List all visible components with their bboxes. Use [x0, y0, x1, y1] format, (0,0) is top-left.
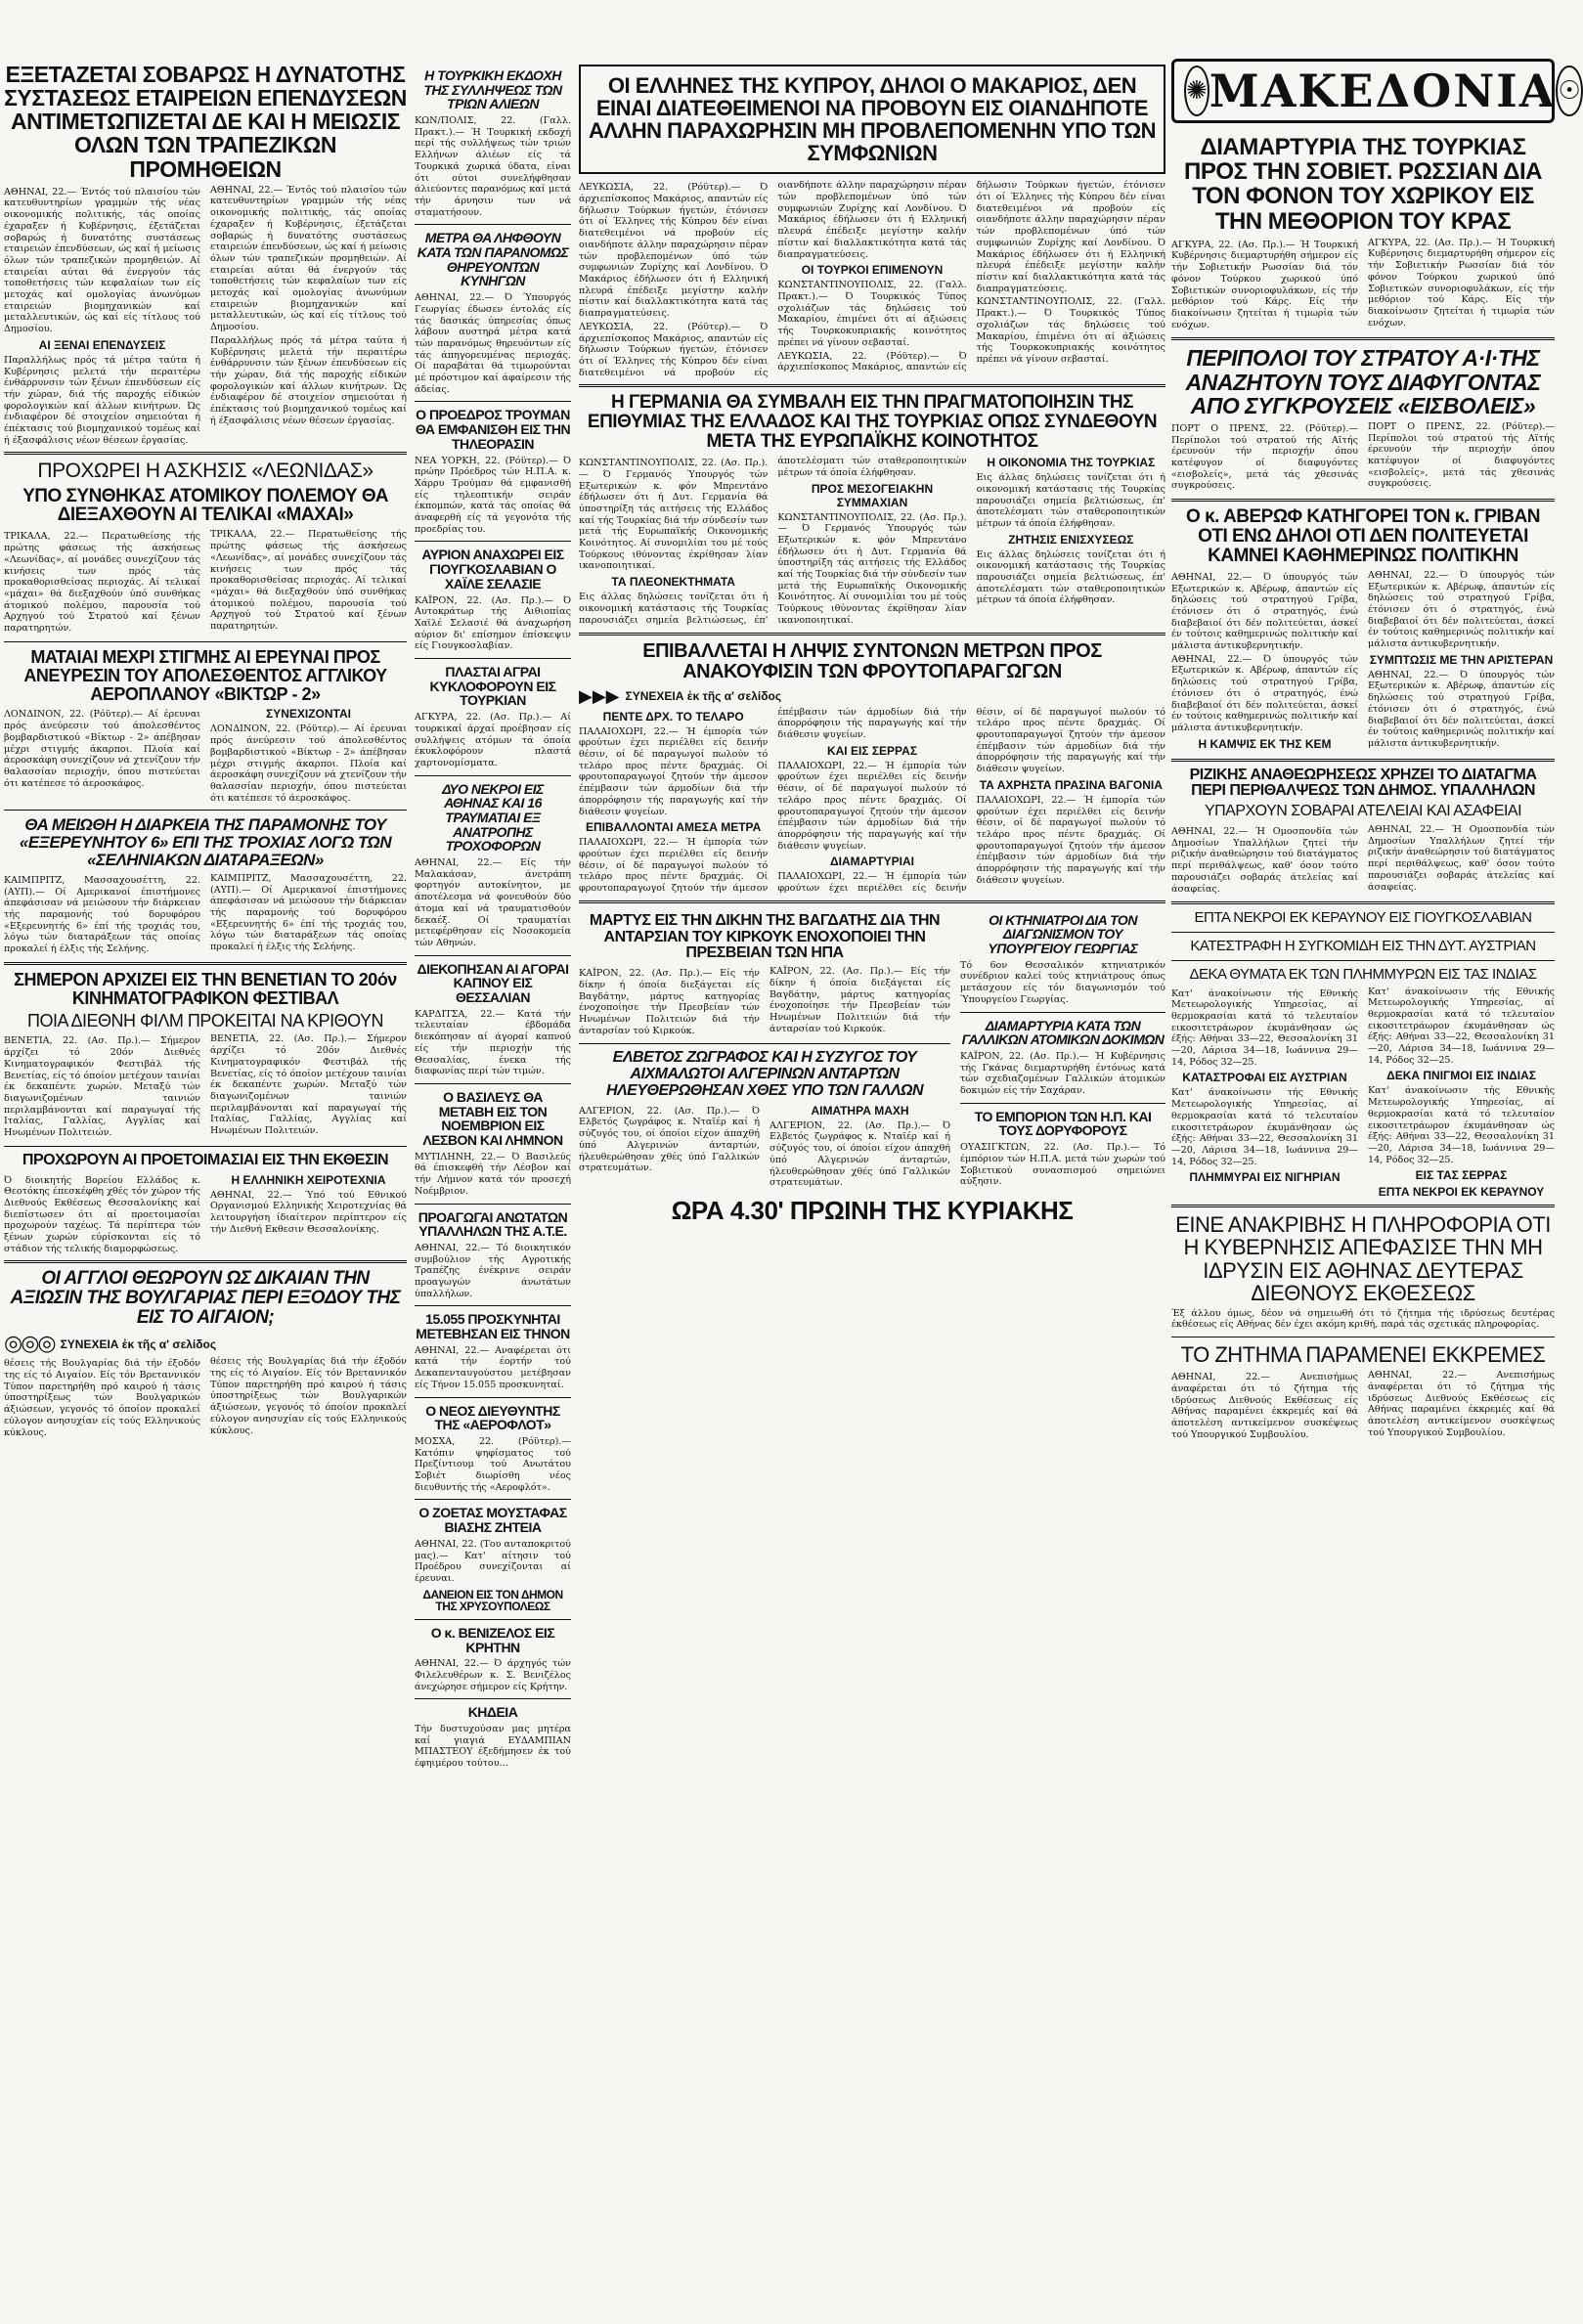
subheading-turks-insist: ΟΙ ΤΟΥΡΚΟΙ ΕΠΙΜΕΝΟΥΝ: [801, 263, 944, 278]
lower-left: [579, 909, 950, 1190]
article-body: ΛΟΝΔΙΝΟΝ, 22. (Ρόϋτερ).— Αί έρευναι πρός άνεύρεσιν τού άπολεσθέντος βομβαρδιστικού «Βίκτωρ - 2» άπέβησαν μέχρι στιγμής άκαρποι. Πλοία καί άεροσκάφη συνεχίζουν νά χτενίζουν τήν θαλασσίαν περιοχήν, όπου πιστεύεται ότι κατέπεσε τό άεροσκάφος.: [4, 709, 200, 789]
divider: [415, 1305, 571, 1306]
headline-haile-selassie: ΑΥΡΙΟΝ ΑΝΑΧΩΡΕΙ ΕΙΣ ΓΙΟΥΓΚΟΣΛΑΒΙΑΝ Ο ΧΑΪΛΕ ΣΕΛΑΣΙΕ: [421, 547, 564, 592]
divider: [1171, 960, 1555, 961]
headline-victor-2-search: ΜΑΤΑΙΑΙ ΜΕΧΡΙ ΣΤΙΓΜΗΣ ΑΙ ΕΡΕΥΝΑΙ ΠΡΟΣ ΑΝΕΥΡΕΣΙΝ ΤΟΥ ΑΠΟΛΕΣΘΕΝΤΟΣ ΑΓΓΛΙΚΟΥ ΑΕΡΟΠΛΑΝΟΥ «ΒΙΚΤΩΡ - 2»: [23, 646, 387, 704]
article-body: ΚΩΝΣΤΑΝΤΙΝΟΥΠΟΛΙΣ, 22. (Ασ. Πρ.).— Ό Γερμανός Ύπουργός τών Εξωτερικών κ. φόν Μπρεντάνο έδήλωσεν ότι ή Δυτ. Γερμανία θά ύποστηρίξη τάς αιτήσεις τής Ελλάδος καί τής Τουρκίας διά τήν σύνδεσίν των μετά τής Ευρωπαϊκής Οικονομικής Κοινότητος. Αί συνομιλίαι του μέ τούς Τούρκους ιθύνοντας έκρίθησαν λίαν ικανοποιητικαί.: [579, 458, 769, 572]
article-body: ΚΑΪΡΟΝ, 22. (Ασ. Πρ.).— Ή Κυβέρνησις τής Γκάνας διεμαρτυρήθη έντόνως κατά τών σχεδιαζομένων Γαλλικών άτομικών δοκιμών είς τήν Σαχάραν.: [960, 1050, 1165, 1097]
column-2: [415, 65, 571, 2313]
article-germany: [579, 456, 1165, 626]
divider: [415, 658, 571, 659]
headline-loan: ΔΑΝΕΙΟΝ ΕΙΣ ΤΟΝ ΔΗΜΟΝ ΤΗΣ ΧΡΥΣΟΥΠΟΛΕΩΣ: [422, 1587, 563, 1614]
article-body: Εις άλλας δηλώσεις τονίζεται ότι ή οικονομική κατάστασις τής Τουρκίας παρουσιάζει σημεία βελτιώσεως, έπ' άποτελέσματι τών σταθεροποιητικών μέτρων τά όποία έλήφθησαν.: [976, 548, 1165, 606]
article-kirkuk: [579, 966, 950, 1037]
headline-investment-companies: ΕΞΕΤΑΖΕΤΑΙ ΣΟΒΑΡΩΣ Η ΔΥΝΑΤΟΤΗΣ ΣΥΣΤΑΣΕΩΣ ΕΤΑΙΡΕΙΩΝ ΕΠΕΝΔΥΣΕΩΝ ΑΝΤΙΜΕΤΩΠΙΖΕΤΑΙ ΔΕ ΚΑΙ Η ΜΕΙΩΣΙΣ ΟΛΩΝ ΤΩΝ ΤΡΑΠΕΖΙΚΩΝ ΠΡΟΜΗΘΕΙΩΝ: [4, 62, 407, 182]
masthead: [1171, 59, 1581, 123]
headline-issue-pending: ΤΟ ΖΗΤΗΜΑ ΠΑΡΑΜΕΝΕΙ ΕΚΚΡΕΜΕΣ: [1180, 1342, 1546, 1368]
article-body: Κατ' άνακοίνωσιν τής Εθνικής Μετεωρολογικής Υπηρεσίας, αί θερμοκρασίαι κατά τό τελευταίον εικοσιτετράωρον έκυμάνθησαν ώς έξής: Αθήναι 33—22, Θεσσαλονίκη 31—20, Λάρισα 34—18, Ιωάννινα 29—14, Ρόδος 32—25.: [1171, 1087, 1358, 1167]
article-body: ΚΑΙΜΠΡΙΤΖ, Μασσαχουσέττη, 22. (ΑΥΠ).— Οί Αμερικανοί έπιστήμονες άπεφάσισαν νά μειώσουν τήν διάρκειαν τής παραμονής τού δορυφόρου «Εξερευνητής 6» έπί τής τροχιάς του, λόγω τών διαταράξεων τάς οποίας προκαλεί ή έλξις τής Σελήνης.: [210, 872, 407, 953]
article-haiti: [1171, 421, 1555, 493]
article-body: ΚΑΪΡΟΝ, 22. (Ασ. Πρ.).— Είς τήν δίκην ή όποία διεξάγεται είς Βαγδάτην, μάρτυς κατηγορίας ένοχοποίησε τήν Πρεσβείαν τών Ηνωμένων Πολιτειών διά τήν άνταρσίαν τού Κιρκούκ.: [579, 968, 760, 1036]
article-body: ΑΘΗΝΑΙ, 22.— Ό ύπουργός τών Εξωτερικών κ. Αβέρωφ, άπαντών είς δηλώσεις τού στρατηγού Γρίβα, έτόνισεν ότι ό στρατηγός, ένώ διαβεβαιοί ότι δέν πολιτεύεται, άσκεί έν τούτοις καθημερινώς πολιτικήν καί μάλιστα άντικυβερνητικήν.: [1368, 569, 1555, 650]
article-body: ΛΟΝΔΙΝΟΝ, 22. (Ρόϋτερ).— Αί έρευναι πρός άνεύρεσιν τού άπολεσθέντος βομβαρδιστικού «Βίκτωρ - 2» άπέβησαν μέχρι στιγμής άκαρποι. Πλοία καί άεροσκάφη συνεχίζουν νά χτενίζουν τήν θαλασσίαν περιοχήν, όπου πιστεύεται ότι κατέπεσε τό άεροσκάφος.: [210, 724, 407, 804]
subheading-immediate-measures: ΕΠΙΒΑΛΛΟΝΤΑΙ ΑΜΕΣΑ ΜΕΤΡΑ: [586, 820, 762, 835]
headline-films-judged: ΠΟΙΑ ΔΙΕΘΝΗ ΦΙΛΜ ΠΡΟΚΕΙΤΑΙ ΝΑ ΚΡΙΘΟΥΝ: [26, 1010, 384, 1030]
article-body: Τό 6ον Θεσσαλικόν κτηνιατρικόν συνέδριον καλεί τούς κτηνιάτρους όπως μετάσχουν είς τόν διαγωνισμόν τού Ύπουργείου Γεωργίας.: [960, 959, 1165, 1005]
continuation-tag: [579, 686, 1165, 707]
article-body: ΝΕΑ ΥΟΡΚΗ, 22. (Ρόϋτερ).— Ό πρώην Πρόεδρος τών Η.Π.Α. κ. Χάρρυ Τρούμαν θά εμφανισθή είς τηλεοπτικήν σειράν έκπομπών, κατά τάς οποίας θά άναφερθή είς τά γεγονότα τής προεδρίας του.: [415, 455, 571, 535]
article-makarios: [579, 180, 1165, 378]
column-1: [4, 59, 407, 2317]
divider: [415, 775, 571, 776]
subheading-austria: ΚΑΤΑΣΤΡΟΦΑΙ ΕΙΣ ΑΥΣΤΡΙΑΝ: [1182, 1071, 1347, 1085]
divider: [4, 1260, 407, 1263]
article-body: Τήν δυστυχούσαν μας μητέρα καί γιαγιά ΕΥΔΑΜΠΙΑΝ ΜΠΑΣΤΕΟΥ έξεδήμησεν έκ τού έφηιμέρου τούτου...: [415, 1724, 571, 1770]
headline-accident: ΔΥΟ ΝΕΚΡΟΙ ΕΙΣ ΑΘΗΝΑΣ ΚΑΙ 16 ΤΡΑΥΜΑΤΙΑΙ ΕΞ ΑΝΑΤΡΟΠΗΣ ΤΡΟΧΟΦΟΡΩΝ: [442, 780, 544, 855]
article-body: ΚΩΝΣΤΑΝΤΙΝΟΥΠΟΛΙΣ, 22. (Γαλλ. Πρακτ.).— Ό Τουρκικός Τύπος σχολιάζων τάς δηλώσεις τού Μακαρίου, έπιμένει ότι αί άξιώσεις τής Τουρκοκυπριακής κοινότητος πρέπει νά γίνουν σεβασταί.: [976, 296, 1165, 365]
subheading-green-wagons: ΤΑ ΑΧΡΗΣΤΑ ΠΡΑΣΙΝΑ ΒΑΓΟΝΙΑ: [979, 777, 1163, 792]
article-body: ΛΕΥΚΩΣΙΑ, 22. (Ρόϋτερ).— Ό άρχιεπίσκοπος Μακάριος, απαντών είς δήλωσιν Τούρκων ήγετών, έτόνισεν ότι οί Έλληνες τής Κύπρου δέν είναι διατεθειμένοι νά προβούν είς οιανδήποτε άλλην παραχώρησιν πέραν τών προβλεπομένων ύπό τών συμφωνιών Ζυρίχης καί Λονδίνου. Ό Μακάριος έδήλωσεν ότι ή Ελληνική πλευρά έπέδειξε μεγίστην καλήν πίστιν καί διαλλακτικότητα κατά τάς διαπραγματεύσεις.: [579, 182, 769, 320]
article-body: ΒΕΝΕΤΙΑ, 22. (Ασ. Πρ.).— Σήμερον άρχίζει τό 20όν Διεθνές Κινηματογραφικόν Φεστιβάλ τής Βενετίας, είς τό όποίον μετέχουν ταινίαι έκ δεκαπέντε χωρών. Μεταξύ τών διαγωνιζομένων ταινιών περιλαμβάνονται καί παραγωγαί τής Ιταλίας, Γαλλίας, Αγγλίας καί Ηνωμένων Πολιτειών.: [4, 1035, 200, 1139]
subheading-india: ΔΕΚΑ ΠΝΙΓΜΟΙ ΕΙΣ ΙΝΔΙΑΣ: [1386, 1069, 1536, 1083]
article-body: ΠΟΡΤ Ο ΠΡΕΝΣ, 22. (Ρόϋτερ).— Περίπολοι τού στρατού τής Αϊτής έρευνούν τήν περιοχήν όπου κατέφυγον οί διαφυγόντες «εισβολείς», μετά τάς χθεσινάς συγκρούσεις.: [1368, 420, 1555, 490]
continuation-label: ΣΥΝΕΧΕΙΑ ἐκ τῆς α' σελίδος: [625, 689, 782, 704]
continuation-tag: [4, 1332, 407, 1356]
compass-emblem-icon: ✺: [1184, 66, 1209, 116]
headline-austria-harvest: ΚΑΤΕΣΤΡΑΦΗ Η ΣΥΓΚΟΜΙΔΗ ΕΙΣ ΤΗΝ ΔΥΤ. ΑΥΣΤΡΙΑΝ: [1190, 938, 1536, 955]
column-4: [1171, 131, 1555, 2317]
divider: [960, 1103, 1165, 1104]
article-body: ΤΡΙΚΑΛΑ, 22.— Περατωθείσης τής πρώτης φάσεως τής άσκήσεως «Λεωνίδας», αί μονάδες συνεχίζουν τάς κινήσεις των πρός τάς προκαθορισθείσας περιοχάς. Αί τελικαί «μάχαι» θά διεξαχθούν ύπό συνθήκας άτομικού πολέμου, παρουσία τού Αρχηγού τού Στρατού καί ξένων παρατηρητών.: [4, 531, 200, 635]
headline-hunters: ΜΕΤΡΑ ΘΑ ΛΗΦΘΟΥΝ ΚΑΤΑ ΤΩΝ ΠΑΡΑΝΟΜΩΣ ΘΗΡΕΥΟΝΤΩΝ ΚΥΝΗΓΩΝ: [417, 230, 569, 289]
subheading-continuing: ΣΥΝΕΧΙΖΟΝΤΑΙ: [266, 707, 351, 722]
article-body: ΑΘΗΝΑΙ, 22.— Ή Ομοσπονδία τών Δημοσίων Υπαλλήλων ζητεί τήν ριζικήν άναθεώρησιν τού διατάγματος περί περιθάλψεως, καθ' όσον τούτο παρουσιάζει σοβαράς άτελείας καί άσαφείας.: [1171, 826, 1358, 895]
subheading-left: ΣΥΜΠΤΩΣΙΣ ΜΕ ΤΗΝ ΑΡΙΣΤΕΡΑΝ: [1369, 652, 1554, 667]
article-body: ΠΑΛΑΙΟΧΩΡΙ, 22.— Ή έμπορία τών φρούτων έχει περιέλθει είς δεινήν θέσιν, οί δέ παραγωγοί πωλούν τό τελάρο προς πέντε δραχμάς. Οί φρουτοπαραγωγοί ζητούν τήν άμεσον έπέμβασιν τών άρμοδίων διά τήν άπορρόφησιν τής παραγωγής καί τήν διάθεσιν ψυγείων.: [777, 706, 1165, 895]
article-exhibition: [4, 1173, 407, 1255]
divider: [415, 1698, 571, 1699]
article-body: ΑΘΗΝΑΙ, 22.— Ύπό τού Εθνικού Οργανισμού Ελληνικής Χειροτεχνίας θά λειτουργήση ίδιαίτερον περίπτερον είς τήν Διεθνή Εκθεσιν Θεσσαλονίκης.: [210, 1189, 407, 1235]
subheading-nigeria: ΠΛΗΜΜΥΡΑΙ ΕΙΣ ΝΙΓΗΡΙΑΝ: [1189, 1170, 1341, 1185]
subheading-serres: ΚΑΙ ΕΙΣ ΣΕΡΡΑΣ: [826, 743, 918, 758]
headline-promotions: ΠΡΟΑΓΩΓΑΙ ΑΝΩΤΑΤΩΝ ΥΠΑΛΛΗΛΩΝ ΤΗΣ Α.Τ.Ε.: [418, 1208, 568, 1240]
headline-second-exhibition: ΕΙΝΕ ΑΝΑΚΡΙΒΗΣ Η ΠΛΗΡΟΦΟΡΙΑ ΟΤΙ Η ΚΥΒΕΡΝΗΣΙΣ ΑΠΕΦΑΣΙΣΕ ΤΗΝ ΜΗ ΙΔΡΥΣΙΝ ΕΙΣ ΑΘΗΝΑΣ ΔΕΥΤΕΡΑΣ ΔΙΕΘΝΟΥΣ ΕΚΘΕΣΕΩΣ: [1175, 1212, 1551, 1305]
lower-right: [960, 909, 1165, 1190]
divider: [1171, 932, 1555, 933]
divider: [415, 401, 571, 402]
article-leonidas: [4, 529, 407, 635]
headline-explorer-6: ΘΑ ΜΕΙΩΘΗ Η ΔΙΑΡΚΕΙΑ ΤΗΣ ΠΑΡΑΜΟΝΗΣ ΤΟΥ «ΕΞΕΡΕΥΝΗΤΟΥ 6» ΕΠΙ ΤΗΣ ΤΡΟΧΙΑΣ ΛΟΓΩ ΤΩΝ «ΣΕΛΗΝΙΑΚΩΝ ΔΙΑΤΑΡΑΞΕΩΝ»: [19, 815, 392, 869]
article-body: ΑΓΚΥΡΑ, 22. (Ασ. Πρ.).— Ή Τουρκική Κυβέρνησις διεμαρτυρήθη σήμερον είς τήν Σοβιετικήν Ρωσσίαν διά τόν φόνον Τούρκου χωρικού ύπό Σοβιετικών συνοριοφυλάκων, είς τήν μεθόριον τού Κάρς. Είς τήν διακοίνωσιν ζητείται ή τιμωρία τών ενόχων.: [1368, 237, 1555, 329]
article-body: ΠΑΛΑΙΟΧΩΡΙ, 22.— Ή έμπορία τών φρούτων έχει περιέλθει είς δεινήν θέσιν, οί δέ παραγωγοί πωλούν τό τελάρο προς πέντε δραχμάς. Οί φρουτοπαραγωγοί ζητούν τήν άμεσον έπέμβασιν τών άρμοδίων διά τήν άπορρόφησιν τής παραγωγής καί τήν διάθεσιν ψυγείων.: [579, 706, 967, 895]
divider: [1171, 499, 1555, 502]
headline-turkey-protest: ΔΙΑΜΑΡΤΥΡΙΑ ΤΗΣ ΤΟΥΡΚΙΑΣ ΠΡΟΣ ΤΗΝ ΣΟΒΙΕΤ. ΡΩΣΣΙΑΝ ΔΙΑ ΤΟΝ ΦΟΝΟΝ ΤΟΥ ΧΩΡΙΚΟΥ ΕΙΣ ΤΗΝ ΜΕΘΟΡΙΟΝ ΤΟΥ ΚΡΑΣ: [1184, 134, 1542, 235]
divider: [579, 633, 1165, 636]
article-swiss-painter: [579, 1104, 950, 1189]
headline-yugoslavia-lightning: ΕΠΤΑ ΝΕΚΡΟΙ ΕΚ ΚΕΡΑΥΝΟΥ ΕΙΣ ΓΙΟΥΓΚΟΣΛΑΒΙΑΝ: [1194, 909, 1532, 927]
article-body: ΑΘΗΝΑΙ, 22.— Ανεπισήμως άναφέρεται ότι τό ζήτημα τής ιδρύσεως Διεθνούς Εκθέσεως είς Αθήνας παραμένει έκκρεμές καί θά άποτελέση αντικείμενον συσκέψεως τού Υπουργικού Συμβουλίου.: [1171, 1372, 1358, 1440]
divider: [415, 541, 571, 542]
article-body: ΠΟΡΤ Ο ΠΡΕΝΣ, 22. (Ρόϋτερ).— Περίπολοι τού στρατού τής Αϊτής έρευνούν τήν περιοχήν όπου κατέφυγον οί διαφυγόντες «εισβολείς», μετά τάς χθεσινάς συγκρούσεις.: [1171, 422, 1358, 492]
headline-exhibition-preparations: ΠΡΟΧΩΡΟΥΝ ΑΙ ΠΡΟΕΤΟΙΜΑΣΙΑΙ ΕΙΣ ΤΗΝ ΕΚΘΕΣΙΝ: [22, 1151, 389, 1168]
headline-venizelos: Ο κ. ΒΕΝΙΖΕΛΟΣ ΕΙΣ ΚΡΗΤΗΝ: [430, 1624, 555, 1655]
subheading-serres: ΕΙΣ ΤΑΣ ΣΕΡΡΑΣ: [1415, 1168, 1508, 1183]
headline-trade-satellites: ΤΟ ΕΜΠΟΡΙΟΝ ΤΩΝ Η.Π. ΚΑΙ ΤΟΥΣ ΔΟΡΥΦΟΡΟΥΣ: [974, 1108, 1152, 1139]
article-body: ΑΘΗΝΑΙ, 22.— Αναφέρεται ότι κατά τήν έορτήν τού Δεκαπενταυγούστου μετέβησαν είς Τήνον 15.055 προσκυνηταί.: [415, 1344, 571, 1390]
divider: [1171, 337, 1555, 340]
meander-ornament-icon: ◎◎◎: [4, 1332, 55, 1357]
article-body: ΑΘΗΝΑΙ, 22.— Ό άρχηγός τών Φιλελευθέρων κ. Σ. Βενιζέλος άνεχώρησε σήμερον είς Κρήτην.: [415, 1658, 571, 1692]
article-body: ΚΑΙΜΠΡΙΤΖ, Μασσαχουσέττη, 22. (ΑΥΠ).— Οί Αμερικανοί έπιστήμονες άπεφάσισαν νά μειώσουν τήν διάρκειαν τής παραμονής τού δορυφόρου «Εξερευνητής 6» έπί τής τροχιάς του, λόγω τών διαταράξεων τάς οποίας προκαλεί ή έλξις τής Σελήνης.: [4, 874, 200, 955]
article-venice: [4, 1033, 407, 1139]
article-body: ΑΘΗΝΑΙ, 22.— Ή Ομοσπονδία τών Δημοσίων Υπαλλήλων ζητεί τήν ριζικήν άναθεώρησιν τού διατάγματος περί περιθάλψεως, καθ' όσον τούτο παρουσιάζει σοβαράς άτελείας καί άσαφείας.: [1368, 824, 1555, 893]
article-fruit: [579, 707, 1165, 895]
divider: [415, 224, 571, 225]
divider: [4, 1146, 407, 1147]
article-body: ΑΘΗΝΑΙ, 22.— Ό ύπουργός τών Εξωτερικών κ. Αβέρωφ, άπαντών είς δηλώσεις τού στρατηγού Γρίβα, έτόνισεν ότι ό στρατηγός, ένώ διαβεβαιοί ότι δέν πολιτεύεται, άσκεί έν τούτοις καθημερινώς πολιτικήν καί μάλιστα άντικυβερνητικήν.: [1368, 669, 1555, 749]
headline-funeral: ΚΗΔΕΙΑ: [467, 1704, 518, 1721]
article-body: ΑΘΗΝΑΙ, 22.— Τό διοικητικόν συμβούλιον τής Αγροτικής Τραπέζης ένέκρινε σειράν προαγωγών άνωτάτων ύπαλλήλων.: [415, 1242, 571, 1299]
continuation-label: ΣΥΝΕΧΕΙΑ ἐκ τῆς α' σελίδος: [60, 1337, 217, 1351]
article-body: ΤΡΙΚΑΛΑ, 22.— Περατωθείσης τής πρώτης φάσεως τής άσκήσεως «Λεωνίδας», αί μονάδες συνεχίζουν τάς κινήσεις των πρός τάς προκαθορισθείσας περιοχάς. Αί τελικαί «μάχαι» θά διεξαχθούν ύπό συνθήκας άτομικού πολέμου, παρουσία τού Αρχηγού τού Στρατού καί ξένων παρατηρητών.: [210, 529, 407, 633]
headline-atomic-tests: ΔΙΑΜΑΡΤΥΡΙΑ ΚΑΤΑ ΤΩΝ ΓΑΛΛΙΚΩΝ ΑΤΟΜΙΚΩΝ ΔΟΚΙΜΩΝ: [961, 1017, 1165, 1048]
headline-aeroflot: Ο ΝΕΟΣ ΔΙΕΥΘΥΝΤΗΣ ΤΗΣ «ΑΕΡΟΦΛΟΤ»: [425, 1402, 560, 1433]
article-body: Παραλλήλως πρός τά μέτρα ταύτα ή Κυβέρνησις μελετά τήν περαιτέρω ένθάρρυνσιν τών ξένων έπενδύσεων είς τήν χώραν, διά τής παροχής είδικών φορολογικών καί άλλων κινήτρων. Ώς ένδιαφέρον δέ στοιχείον σημειούται ή έπέκτασις τού βιομηχανικού τομέως καί ή έξασφάλισις νέων θέσεων έργασίας.: [4, 354, 200, 446]
column-3: [579, 65, 1165, 2313]
headline-zoetas: Ο ΖΟΕΤΑΣ ΜΟΥΣΤΑΦΑΣ ΒΙΑΣΗΣ ΖΗΤΕΙΑ: [418, 1505, 567, 1536]
headline-makarios: ΟΙ ΕΛΛΗΝΕΣ ΤΗΣ ΚΥΠΡΟΥ, ΔΗΛΟΙ Ο ΜΑΚΑΡΙΟΣ, ΔΕΝ ΕΙΝΑΙ ΔΙΑΤΕΘΕΙΜΕΝΟΙ ΝΑ ΠΡΟΒΟΥΝ ΕΙΣ ΟΙΑΝΔΗΠΟΤΕ ΑΛΛΗΝ ΠΑΡΑΧΩΡΗΣΙΝ ΜΗ ΠΡΟΒΛΕΠΟΜΕΝΗΝ ΥΠΟ ΤΩΝ ΣΥΜΦΩΝΙΩΝ: [589, 73, 1156, 166]
article-body: ΑΘΗΝΑΙ, 22.— Έντός τού πλαισίου τών κατευθυντηρίων γραμμών τής νέας οικονομικής πολιτικής, τάς οποίας έχαραξεν ή Κυβέρνησις, έξετάζεται σοβαρώς ή δυνατότης συστάσεως εταιρειών έπενδύσεων, ώς καί ή μείωσις όλων τών τραπεζικών προμηθειών. Αί εταιρείαι αύται θά ένεργούν τάς τοποθετήσεις τών κεφαλαίων των είς μετοχάς καί ομολογίας άνωνύμων εταιρειών βιομηχανικών καί μεταλλευτικών, ώς καί είς τίτλους τού Δημοσίου.: [4, 186, 200, 335]
headline-turkish-version: Η ΤΟΥΡΚΙΚΗ ΕΚΔΟΧΗ ΤΗΣ ΣΥΛΛΗΨΕΩΣ ΤΩΝ ΤΡΙΩΝ ΑΛΙΕΩΝ: [423, 67, 562, 112]
headline-swiss-painter: ΕΛΒΕΤΟΣ ΖΩΓΡΑΦΟΣ ΚΑΙ Η ΣΥΖΥΓΟΣ ΤΟΥ ΑΙΧΜΑΛΩΤΟΙ ΑΛΓΕΡΙΝΩΝ ΑΝΤΑΡΤΩΝ ΗΛΕΥΘΕΡΩΘΗΣΑΝ ΧΘΕΣ ΥΠΟ ΤΩΝ ΓΑΛΛΩΝ: [605, 1049, 924, 1099]
divider: [415, 1083, 571, 1084]
divider: [4, 810, 407, 811]
headline-pilgrims: 15.055 ΠΡΟΣΚΥΝΗΤΑΙ ΜΕΤΕΒΗΣΑΝ ΕΙΣ ΤΗΝΟΝ: [416, 1311, 570, 1342]
article-body: ΑΘΗΝΑΙ, 22.— Ό ύπουργός τών Εξωτερικών κ. Αβέρωφ, άπαντών είς δηλώσεις τού στρατηγού Γρίβα, έτόνισεν ότι ό στρατηγός, ένώ διαβεβαιοί ότι δέν πολιτεύεται, άσκεί έν τούτοις καθημερινώς πολιτικήν καί μάλιστα άντικυβερνητικήν.: [1171, 653, 1358, 733]
subheading-advantages: ΤΑ ΠΛΕΟΝΕΚΤΗΜΑΤΑ: [611, 575, 735, 590]
arrows-ornament-icon: ▶▶▶: [579, 685, 620, 707]
subheading-kem: Η ΚΑΜΨΙΣ ΕΚ ΤΗΣ ΚΕΜ: [1198, 736, 1332, 751]
newspaper-title: ΜΑΚΕΔΟΝΙΑ: [1209, 65, 1557, 117]
divider: [415, 1499, 571, 1500]
divider: [4, 641, 407, 642]
article-body: ΚΩΝ/ΠΟΛΙΣ, 22. (Γαλλ. Πρακτ.).— Ή Τουρκική εκδοχή περί τής συλλήψεως τών τριών Ελλήνων άλιέων είς τά Τουρκικά χωρικά ύδατα, είναι ότι ούτοι συνελήφθησαν άλιεύοντες παρανόμως καί μετά τήν άρνησιν των νά σταματήσουν.: [415, 115, 571, 218]
subheading-handicraft: Η ΕΛΛΗΝΙΚΗ ΧΕΙΡΟΤΕΧΝΙΑ: [231, 1172, 386, 1187]
subheading-turkish-economy: Η ΟΙΚΟΝΟΜΙΑ ΤΗΣ ΤΟΥΡΚΙΑΣ: [987, 456, 1156, 470]
headline-venice-festival: ΣΗΜΕΡΟΝ ΑΡΧΙΖΕΙ ΕΙΣ ΤΗΝ ΒΕΝΕΤΙΑΝ ΤΟ 20όν ΚΙΝΗΜΑΤΟΓΡΑΦΙΚΟΝ ΦΕΣΤΙΒΑΛ: [14, 969, 397, 1008]
divider: [4, 452, 407, 455]
article-body: ΟΥΑΣΙΓΚΤΩΝ, 22. (Ασ. Πρ.).— Τό έμπόριον τών Η.Π.Α. μετά τών χωρών τού Σοβιετικού συνασπισμού σημειώνει αύξησιν.: [960, 1142, 1165, 1188]
headline-haiti-patrols: ΠΕΡΙΠΟΛΟΙ ΤΟΥ ΣΤΡΑΤΟΥ Α·Ι·ΤΗΣ ΑΝΑΖΗΤΟΥΝ ΤΟΥΣ ΔΙΑΦΥΓΟΝΤΑΣ ΑΠΟ ΣΥΓΚΡΟΥΣΕΙΣ «ΕΙΣΒΟΛΕΙΣ»: [1185, 345, 1541, 418]
article-body: Κατ' άνακοίνωσιν τής Εθνικής Μετεωρολογικής Υπηρεσίας, αί θερμοκρασίαι κατά τό τελευταίον εικοσιτετράωρον έκυμάνθησαν ώς έξής: Αθήναι 33—22, Θεσσαλονίκη 31—20, Λάρισα 34—18, Ιωάννινα 29—14, Ρόδος 32—25.: [1368, 986, 1555, 1066]
divider: [1171, 901, 1555, 904]
divider: [415, 1397, 571, 1398]
headline-sunday-time: ΩΡΑ 4.30' ΠΡΩΙΝΗ ΤΗΣ ΚΥΡΙΑΚΗΣ: [671, 1195, 1074, 1225]
article-body: Κατ' άνακοίνωσιν τής Εθνικής Μετεωρολογικής Υπηρεσίας, αί θερμοκρασίαι κατά τό τελευταίον εικοσιτετράωρον έκυμάνθησαν ώς έξής: Αθήναι 33—22, Θεσσαλονίκη 31—20, Λάρισα 34—18, Ιωάννινα 29—14, Ρόδος 32—25.: [1368, 1085, 1555, 1165]
headline-truman: Ο ΠΡΟΕΔΡΟΣ ΤΡΟΥΜΑΝ ΘΑ ΕΜΦΑΝΙΣΘΗ ΕΙΣ ΤΗΝ ΤΗΛΕΟΡΑΣΙΝ: [415, 407, 571, 452]
article-body: ΑΛΓΕΡΙΟΝ, 22. (Ασ. Πρ.).— Ό Ελβετός ζωγράφος κ. Νταϊέρ καί ή σύζυγός του, οί όποίοι είχον άπαχθή ύπό Αλγερινών άνταρτών, ήλευθερώθησαν χθές ύπό Γαλλικών στρατευμάτων.: [770, 1119, 950, 1189]
headline-king-lesvos: Ο ΒΑΣΙΛΕΥΣ ΘΑ ΜΕΤΑΒΗ ΕΙΣ ΤΟΝ ΝΟΕΜΒΡΙΟΝ ΕΙΣ ΛΕΣΒΟΝ ΚΑΙ ΛΗΜΝΟΝ: [422, 1088, 563, 1149]
article-body: ΜΟΣΧΑ, 22. (Ρόϋτερ).— Κατόπιν ψηφίσματος τού Πρεζίντιουμ τού Ανωτάτου Σοβιέτ διωρίσθη νέος διευθυντής τής «Αεροφλότ».: [415, 1435, 571, 1493]
article-disasters: [1171, 987, 1555, 1200]
headline-germany-eec: Η ΓΕΡΜΑΝΙΑ ΘΑ ΣΥΜΒΑΛΗ ΕΙΣ ΤΗΝ ΠΡΑΓΜΑΤΟΠΟΙΗΣΙΝ ΤΗΣ ΕΠΙΘΥΜΙΑΣ ΤΗΣ ΕΛΛΑΔΟΣ ΚΑΙ ΤΗΣ ΤΟΥΡΚΙΑΣ ΟΠΩΣ ΣΥΝΔΕΘΟΥΝ ΜΕΤΑ ΤΗΣ ΕΥΡΩΠΑΪΚΗΣ ΚΟΙΝΟΤΗΤΟΣ: [587, 392, 1158, 453]
article-body: ΑΓΚΥΡΑ, 22. (Ασ. Πρ.).— Ή Τουρκική Κυβέρνησις διεμαρτυρήθη σήμερον είς τήν Σοβιετικήν Ρωσσίαν διά τόν φόνον Τούρκου χωρικού ύπό Σοβιετικών συνοριοφυλάκων, είς τήν μεθόριον τού Κάρς. Είς τήν διακοίνωσιν ζητείται ή τιμωρία τών ενόχων.: [1171, 239, 1358, 330]
subheading-aid-request: ΖΗΤΗΣΙΣ ΕΝΙΣΧΥΣΕΩΣ: [1008, 532, 1134, 547]
article-body: ΚΑΡΔΙΤΣΑ, 22.— Κατά τήν τελευταίαν έβδομάδα διεκόπησαν αί άγοραί καπνού είς τήν περιοχήν τής Θεσσαλίας, ένεκα τής διαφωνίας περί τών τιμών.: [415, 1008, 571, 1077]
article-bulgaria: [4, 1356, 407, 1439]
headline-fruit-producers: ΕΠΙΒΑΛΛΕΤΑΙ Η ΛΗΨΙΣ ΣΥΝΤΟΝΩΝ ΜΕΤΡΩΝ ΠΡΟΣ ΑΝΑΚΟΥΦΙΣΙΝ ΤΩΝ ΦΡΟΥΤΟΠΑΡΑΓΩΓΩΝ: [642, 639, 1102, 682]
headline-serious-defects: ΥΠΑΡΧΟΥΝ ΣΟΒΑΡΑΙ ΑΤΕΛΕΙΑΙ ΚΑΙ ΑΣΑΦΕΙΑΙ: [1204, 803, 1522, 820]
subheading-foreign-investment: ΑΙ ΞΕΝΑΙ ΕΠΕΝΔΥΣΕΙΣ: [38, 337, 166, 352]
divider: [4, 962, 407, 965]
divider: [579, 900, 1165, 903]
article-body: ΑΛΓΕΡΙΟΝ, 22. (Ασ. Πρ.).— Ό Ελβετός ζωγράφος κ. Νταϊέρ καί ή σύζυγός του, οί όποίοι είχον άπαχθή ύπό Αλγερινών άνταρτών, ήλευθερώθησαν χθές ύπό Γαλλικών στρατευμάτων.: [579, 1105, 760, 1174]
divider: [415, 955, 571, 956]
article-body: ΑΓΚΥΡΑ, 22. (Ασ. Πρ.).— Αί τουρκικαί άρχαί προέβησαν είς συλλήψεις ατόμων τά όποία έκυκλοφόρουν πλαστά χαρτονομίσματα.: [415, 712, 571, 768]
article-body: ΚΩΝΣΤΑΝΤΙΝΟΥΠΟΛΙΣ, 22. (Ασ. Πρ.).— Ό Γερμανός Ύπουργός τών Εξωτερικών κ. φόν Μπρεντάνο έδήλωσεν ότι ή Δυτ. Γερμανία θά ύποστηρίξη τάς αιτήσεις τής Ελλάδος καί τής Τουρκίας διά τήν σύνδεσίν των μετά τής Ευρωπαϊκής Οικονομικής Κοινότητος. Αί συνομιλίαι του μέ τούς Τούρκους ιθύνοντας έκρίθησαν λίαν ικανοποιητικαί.: [777, 511, 967, 626]
divider: [1171, 1205, 1555, 1207]
lower-section: [579, 909, 1165, 1190]
headline-counterfeit: ΠΛΑΣΤΑΙ ΑΓΡΑΙ ΚΥΚΛΟΦΟΡΟΥΝ ΕΙΣ ΤΟΥΡΚΙΑΝ: [429, 664, 556, 709]
article-body: Εις άλλας δηλώσεις τονίζεται ότι ή οικονομική κατάστασις τής Τουρκίας παρουσιάζει σημεία βελτιώσεως, έπ' άποτελέσματι τών σταθεροποιητικών μέτρων τά όποία έλήφθησαν.: [579, 456, 967, 626]
article-body: ΛΕΥΚΩΣΙΑ, 22. (Ρόϋτερ).— Ό άρχιεπίσκοπος Μακάριος, απαντών είς δήλωσιν Τούρκων ήγετών, έτόνισεν ότι οί Έλληνες τής Κύπρου δέν είναι διατεθειμένοι νά προβούν είς οιανδήποτε άλλην παραχώρησιν πέραν τών προβλεπομένων ύπό τών συμφωνιών Ζυρίχης καί Λονδίνου. Ό Μακάριος έδήλωσεν ότι ή Ελληνική πλευρά έπέδειξε μεγίστην καλήν πίστιν καί διαλλακτικότητα κατά τάς διαπραγματεύσεις.: [579, 180, 967, 378]
headline-bulgaria-aegean: ΟΙ ΑΓΓΛΟΙ ΘΕΩΡΟΥΝ ΩΣ ΔΙΚΑΙΑΝ ΤΗΝ ΑΞΙΩΣΙΝ ΤΗΣ ΒΟΥΛΓΑΡΙΑΣ ΠΕΡΙ ΕΞΟΔΟΥ ΤΗΣ ΕΙΣ ΤΟ ΑΙΓΑΙΟΝ;: [10, 1268, 401, 1329]
headline-atomic-war-battles: ΥΠΟ ΣΥΝΘΗΚΑΣ ΑΤΟΜΙΚΟΥ ΠΟΛΕΜΟΥ ΘΑ ΔΙΕΞΑΧΘΟΥΝ ΑΙ ΤΕΛΙΚΑΙ «ΜΑΧΑΙ»: [22, 485, 388, 526]
article-body: Παραλλήλως πρός τά μέτρα ταύτα ή Κυβέρνησις μελετά τήν περαιτέρω ένθάρρυνσιν τών ξένων έπενδύσεων είς τήν χώραν, διά τής παροχής είδικών φορολογικών καί άλλων κινήτρων. Ώς ένδιαφέρον δέ στοιχείον σημειούται ή έπέκτασις τού βιομηχανικού τομέως καί ή έξασφάλισις νέων θέσεων έργασίας.: [210, 334, 407, 426]
article-body: Ό διοικητής Βορείου Ελλάδος κ. Θεοτόκης έπεσκέφθη χθές τόν χώρον τής Διεθνούς Εκθέσεως Θεσσαλονίκης καί διεπίστωσεν ότι αί προετοιμασίαι προχωρούν ταχέως. Τά περίπτερα τών ξένων χωρών εύρίσκονται είς τό στάδιον τής τελικής διαμορφώσεως.: [4, 1174, 200, 1254]
article-body: ΑΘΗΝΑΙ, 22.— Ό ύπουργός τών Εξωτερικών κ. Αβέρωφ, άπαντών είς δηλώσεις τού στρατηγού Γρίβα, έτόνισεν ότι ό στρατηγός, ένώ διαβεβαιοί ότι δέν πολιτεύεται, άσκεί έν τούτοις καθημερινώς πολιτικήν καί μάλιστα άντικυβερνητικήν.: [1171, 571, 1358, 652]
article-body: ΑΘΗΝΑΙ, 22.— Ανεπισήμως άναφέρεται ότι τό ζήτημα τής ιδρύσεως Διεθνούς Εκθέσεως είς Αθήνας παραμένει έκκρεμές καί θά άποτελέση αντικείμενον συσκέψεως τού Υπουργικού Συμβουλίου.: [1368, 1370, 1555, 1438]
headline-kirkuk: ΜΑΡΤΥΣ ΕΙΣ ΤΗΝ ΔΙΚΗΝ ΤΗΣ ΒΑΓΔΑΤΗΣ ΔΙΑ ΤΗΝ ΑΝΤΑΡΣΙΑΝ ΤΟΥ ΚΙΡΚΟΥΚ ΕΝΟΧΟΠΟΙΕΙ ΤΗΝ ΠΡΕΣΒΕΙΑΝ ΤΩΝ ΗΠΑ: [589, 911, 941, 962]
subheading-protests: ΔΙΑΜΑΡΤΥΡΙΑΙ: [830, 855, 914, 869]
divider: [960, 1012, 1165, 1013]
divider: [415, 1619, 571, 1620]
article-investment: [4, 185, 407, 447]
helmeted-head-icon: ☉: [1556, 66, 1582, 116]
divider: [415, 1204, 571, 1205]
article-body: ΠΑΛΑΙΟΧΩΡΙ, 22.— Ή έμπορία τών φρούτων έχει περιέλθει είς δεινήν θέσιν, οί δέ παραγωγοί πωλούν τό τελάρο προς πέντε δραχμάς. Οί φρουτοπαραγωγοί ζητούν τήν άμεσον έπέμβασιν τών άρμοδίων διά τήν άπορρόφησιν τής παραγωγής καί τήν διάθεσιν ψυγείων.: [579, 725, 769, 817]
article-body: ΚΑΪΡΟΝ, 22. (Ασ. Πρ.).— Ό Αυτοκράτωρ τής Αιθιοπίας Χαϊλέ Σελασιέ θά άναχωρήση αύριον δι' επίσημον έπίσκεψιν είς Γιουγκοσλαβίαν.: [415, 594, 571, 652]
article-body: Έξ άλλου όμως, δέον νά σημειωθή ότι τό ζήτημα τής ιδρύσεως δευτέρας έκθέσεως είς Αθήνας δέν έχει ακόμη κριθή, παρά τάς σχετικάς πληροφορίας.: [1171, 1307, 1555, 1331]
divider: [1171, 759, 1555, 762]
article-body: ΑΘΗΝΑΙ, 22. (Του ανταποκριτού μας).— Κατ' αίτησιν τού Προέδρου συνεχίζονται αί έρευναι.: [415, 1538, 571, 1584]
subheading-mediterranean-alliance: ΠΡΟΣ ΜΕΣΟΓΕΙΑΚΗΝ ΣΥΜΜΑΧΙΑΝ: [811, 481, 934, 509]
subheading-seven-dead: ΕΠΤΑ ΝΕΚΡΟΙ ΕΚ ΚΕΡΑΥΝΟΥ: [1378, 1185, 1545, 1200]
article-body: ΑΘΗΝΑΙ, 22.— Είς τήν Μαλακάσαν, άνετράπη φορτηγόν αυτοκίνητον, με άποτέλεσμα νά φονευθούν δύο άτομα καί νά τραυματισθούν δεκαέξ. Οί τραυματίαι μετεφέρθησαν είς Νοσοκομεία τών Αθηνών.: [415, 857, 571, 948]
subheading-bloody-battle: ΑΙΜΑΤΗΡΑ ΜΑΧΗ: [811, 1103, 909, 1118]
article-body: ΛΕΥΚΩΣΙΑ, 22. (Ρόϋτερ).— Ό άρχιεπίσκοπος Μακάριος, απαντών είς δήλωσιν Τούρκων ήγετών, έτόνισεν ότι οί Έλληνες τής Κύπρου δέν είναι διατεθειμένοι νά προβούν είς οιανδήποτε άλλην παραχώρησιν πέραν τών προβλεπομένων ύπό τών συμφωνιών Ζυρίχης καί Λονδίνου. Ό Μακάριος έδήλωσεν ότι ή Ελληνική πλευρά έπέδειξε μεγίστην καλήν πίστιν καί διαλλακτικότητα κατά τάς διαπραγματεύσεις.: [777, 180, 1165, 373]
lead-story-box: [579, 65, 1165, 174]
article-body: ΠΑΛΑΙΟΧΩΡΙ, 22.— Ή έμπορία τών φρούτων έχει περιέλθει είς δεινήν θέσιν, οί δέ παραγωγοί πωλούν τό τελάρο προς πέντε δραχμάς. Οί φρουτοπαραγωγοί ζητούν τήν άμεσον έπέμβασιν τών άρμοδίων διά τήν άπορρόφησιν τής παραγωγής καί τήν διάθεσιν ψυγείων.: [777, 760, 967, 852]
article-issue-pending: [1171, 1370, 1555, 1441]
article-body: ΑΘΗΝΑΙ, 22.— Έντός τού πλαισίου τών κατευθυντηρίων γραμμών τής νέας οικονομικής πολιτικής, τάς οποίας έχαραξεν ή Κυβέρνησις, έξετάζεται σοβαρώς ή δυνατότης συστάσεως εταιρειών έπενδύσεων, ώς καί ή μείωσις όλων τών τραπεζικών προμηθειών. Αί εταιρείαι αύται θά ένεργούν τάς τοποθετήσεις τών κεφαλαίων των είς μετοχάς καί ομολογίας άνωνύμων εταιρειών βιομηχανικών καί μεταλλευτικών, ώς καί είς τίτλους τού Δημοσίου.: [210, 184, 407, 333]
article-turkey-protest: [1171, 238, 1555, 332]
article-averoff: [1171, 570, 1555, 753]
article-explorer-6: [4, 873, 407, 956]
headline-leonidas-exercise: ΠΡΟΧΩΡΕΙ Η ΑΣΚΗΣΙΣ «ΛΕΩΝΙΔΑΣ»: [37, 460, 374, 483]
article-body: θέσεις τής Βουλγαρίας διά τήν έξοδόν της είς τό Αιγαίον. Είς τόν Βρεταννικόν Τύπον παρετηρήθη πρό καιρού ή τάσις ύποστηρίξεως τών Βουλγαρικών άξιώσεων, γεγονός τό όποίον προκαλεί εύλογον ανησυχίαν είς τούς Ελληνικούς κύκλους.: [4, 1358, 200, 1438]
article-body: ΠΑΛΑΙΟΧΩΡΙ, 22.— Ή έμπορία τών φρούτων έχει περιέλθει είς δεινήν θέσιν, οί δέ παραγωγοί πωλούν τό τελάρο προς πέντε δραχμάς. Οί φρουτοπαραγωγοί ζητούν τήν άμεσον έπέμβασιν τών άρμοδίων διά τήν άπορρόφησιν τής παραγωγής καί τήν διάθεσιν ψυγείων.: [976, 794, 1165, 886]
article-body: ΒΕΝΕΤΙΑ, 22. (Ασ. Πρ.).— Σήμερον άρχίζει τό 20όν Διεθνές Κινηματογραφικόν Φεστιβάλ τής Βενετίας, είς τό όποίον μετέχουν ταινίαι έκ δεκαπέντε χωρών. Μεταξύ τών διαγωνιζομένων ταινιών περιλαμβάνονται καί παραγωγαί τής Ιταλίας, Γαλλίας, Αγγλίας καί Ηνωμένων Πολιτειών.: [210, 1033, 407, 1137]
divider: [579, 384, 1165, 387]
headline-tobacco: ΔΙΕΚΟΠΗΣΑΝ ΑΙ ΑΓΟΡΑΙ ΚΑΠΝΟΥ ΕΙΣ ΘΕΣΣΑΛΙΑΝ: [417, 960, 569, 1006]
article-decree: [1171, 824, 1555, 896]
headline-decree-revision: ΡΙΖΙΚΗΣ ΑΝΑΘΕΩΡΗΣΕΩΣ ΧΡΗΖΕΙ ΤΟ ΔΙΑΤΑΓΜΑ ΠΕΡΙ ΠΕΡΙΘΑΛΨΕΩΣ ΤΩΝ ΔΗΜΟΣ. ΥΠΑΛΛΗΛΩΝ: [1189, 766, 1537, 800]
headline-averoff-grivas: Ο κ. ΑΒΕΡΩΦ ΚΑΤΗΓΟΡΕΙ ΤΟΝ κ. ΓΡΙΒΑΝ ΟΤΙ ΕΝΩ ΔΗΛΟΙ ΟΤΙ ΔΕΝ ΠΟΛΙΤΕΥΕΤΑΙ ΚΑΜΝΕΙ ΚΑΘΗΜΕΡΙΝΩΣ ΠΟΛΙΤΙΚΗΝ: [1186, 506, 1540, 566]
headline-veterinarians: ΟΙ ΚΤΗΝΙΑΤΡΟΙ ΔΙΑ ΤΟΝ ΔΙΑΓΩΝΙΣΜΟΝ ΤΟΥ ΥΠΟΥΡΓΕΙΟΥ ΓΕΩΡΓΙΑΣ: [988, 911, 1138, 957]
headline-india-floods: ΔΕΚΑ ΘΥΜΑΤΑ ΕΚ ΤΩΝ ΠΛΗΜΜΥΡΩΝ ΕΙΣ ΤΑΣ ΙΝΔΙΑΣ: [1189, 965, 1537, 983]
article-body: Εις άλλας δηλώσεις τονίζεται ότι ή οικονομική κατάστασις τής Τουρκίας παρουσιάζει σημεία βελτιώσεως, έπ' άποτελέσματι τών σταθεροποιητικών μέτρων τά όποία έλήφθησαν.: [976, 472, 1165, 529]
article-body: ΜΥΤΙΛΗΝΗ, 22.— Ό Βασιλεύς θά έπισκεφθή τήν Λέσβον καί τήν Λήμνον κατά τόν προσεχή Νοέμβριον.: [415, 1151, 571, 1197]
divider: [579, 1043, 950, 1044]
article-body: ΚΑΪΡΟΝ, 22. (Ασ. Πρ.).— Είς τήν δίκην ή όποία διεξάγεται είς Βαγδάτην, μάρτυς κατηγορίας ένοχοποίησε τήν Πρεσβείαν τών Ηνωμένων Πολιτειών διά τήν άνταρσίαν τού Κιρκούκ.: [770, 966, 950, 1034]
article-victor-2: [4, 707, 407, 804]
article-body: ΚΩΝΣΤΑΝΤΙΝΟΥΠΟΛΙΣ, 22. (Γαλλ. Πρακτ.).— Ό Τουρκικός Τύπος σχολιάζων τάς δηλώσεις τού Μακαρίου, έπιμένει ότι αί άξιώσεις τής Τουρκοκυπριακής κοινότητος πρέπει νά γίνουν σεβασταί.: [777, 280, 967, 348]
subheading-five-drachmas: ΠΕΝΤΕ ΔΡΧ. ΤΟ ΤΕΛΑΡΟ: [602, 709, 744, 724]
article-body: Κατ' άνακοίνωσιν τής Εθνικής Μετεωρολογικής Υπηρεσίας, αί θερμοκρασίαι κατά τό τελευταίον εικοσιτετράωρον έκυμάνθησαν ώς έξής: Αθήναι 33—22, Θεσσαλονίκη 31—20, Λάρισα 34—18, Ιωάννινα 29—14, Ρόδος 32—25.: [1171, 987, 1358, 1068]
article-body: ΑΘΗΝΑΙ, 22.— Ό Ύπουργός Γεωργίας έδωσεν έντολάς είς τάς δασικάς ύπηρεσίας όπως λάβουν αυστηρά μέτρα κατά τών παρανόμως θηρευόντων είς τάς άπηγορευμένας περιοχάς. Οί παραβάται θά τιμωρούνται μέ πρόστιμον καί άφαίρεσιν τής άδείας.: [415, 292, 571, 395]
article-body: θέσεις τής Βουλγαρίας διά τήν έξοδόν της είς τό Αιγαίον. Είς τόν Βρεταννικόν Τύπον παρετηρήθη πρό καιρού ή τάσις ύποστηρίξεως τών Βουλγαρικών άξιώσεων, γεγονός τό όποίον προκαλεί εύλογον ανησυχίαν είς τούς Ελληνικούς κύκλους.: [210, 1356, 407, 1436]
